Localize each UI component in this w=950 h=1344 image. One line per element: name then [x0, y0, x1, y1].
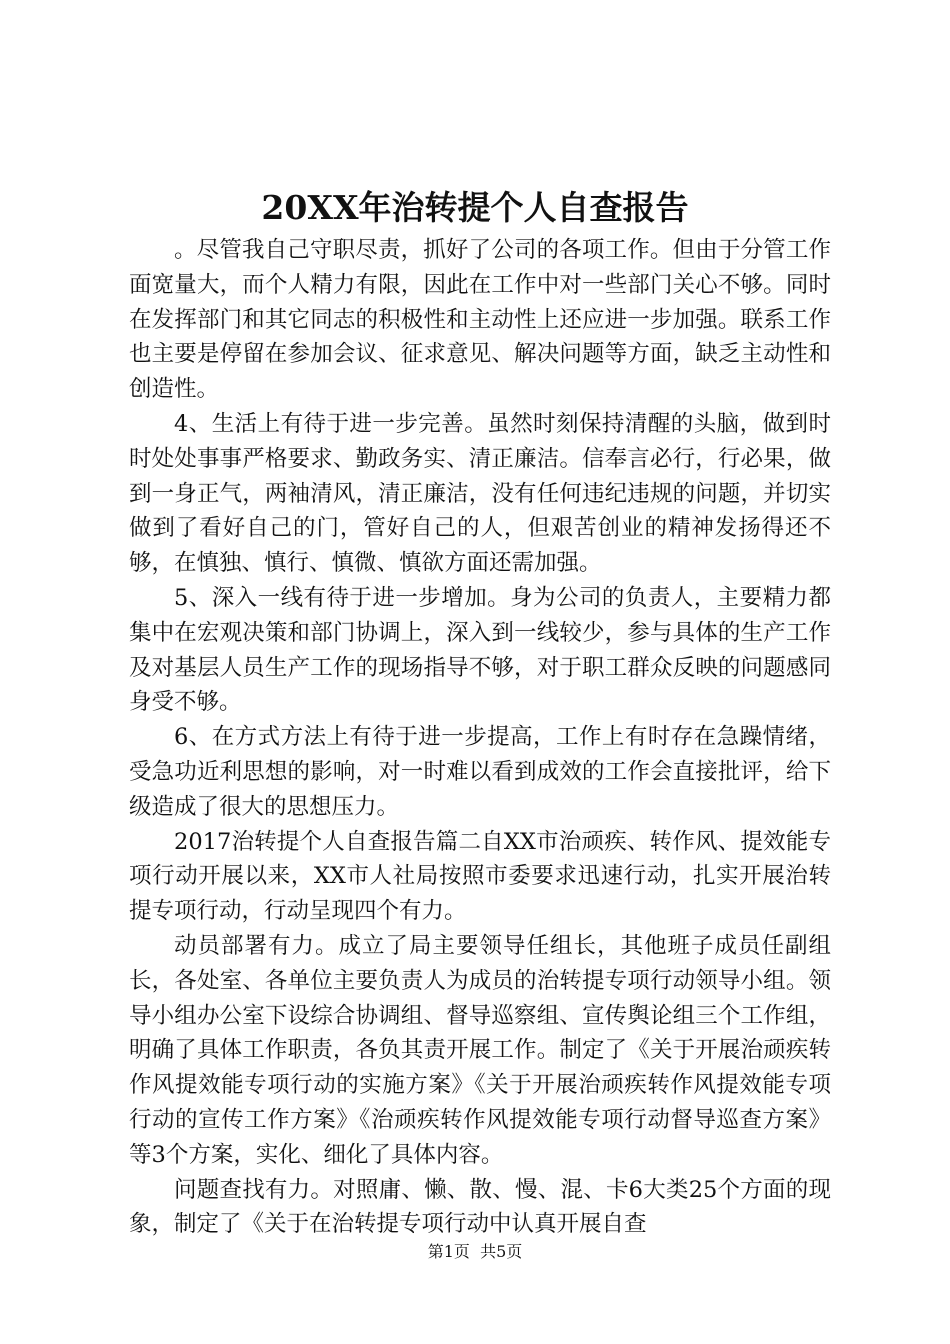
paragraph-2: 4、生活上有待于进一步完善。虽然时刻保持清醒的头脑，做到时时处处事事严格要求、勤政务实、清正廉洁。信奉言必行，行必果，做到一身正气，两袖清风，清正廉洁，没有任何违纪违规的问题，并切实做到了看好自己的门，管好自己的人，但艰苦创业的精神发扬得还不够，在慎独、慎行、慎微、慎欲方面还需加强。: [129, 410, 831, 577]
footer-separator: [470, 1242, 480, 1261]
paragraph-4: 6、在方式方法上有待于进一步提高，工作上有时存在急躁情绪，受急功近利思想的影响，对一时难以看到成效的工作会直接批评，给下级造成了很大的思想压力。: [129, 724, 831, 820]
paragraph-7: 问题查找有力。对照庸、懒、散、慢、混、卡6大类25个方面的现象，制定了《关于在治转提专项行动中认真开展自查: [129, 1176, 831, 1238]
page-number: 第1页: [427, 1242, 470, 1261]
paragraph-6: 动员部署有力。成立了局主要领导任组长，其他班子成员任副组长，各处室、各单位主要负责人为成员的治转提专项行动领导小组。领导小组办公室下设综合协调组、督导巡察组、宣传舆论组三个工作组，明确了具体工作职责，各负其责开展工作。制定了《关于开展治顽疾转作风提效能专项行动的实施方案》《关于开展治顽疾转作风提效能专项行动的宣传工作方案》《治顽疾转作风提效能专项行动督导巡查方案》等3个方案，实化、细化了具体内容。: [129, 932, 831, 1168]
paragraph-3: 5、深入一线有待于进一步增加。身为公司的负责人，主要精力都集中在宏观决策和部门协调上，深入到一线较少，参与具体的生产工作及对基层人员生产工作的现场指导不够，对于职工群众反映的问题感同身受不够。: [129, 584, 831, 716]
document-title: 20XX年治转提个人自查报告: [261, 188, 689, 227]
page-total: 共5页: [480, 1242, 523, 1261]
paragraph-5: 2017治转提个人自查报告篇二自XX市治顽疾、转作风、提效能专项行动开展以来，XX市人社局按照市委要求迅速行动，扎实开展治转提专项行动，行动呈现四个有力。: [129, 828, 831, 925]
page-footer: [0, 1240, 950, 1264]
paragraph-1: 。尽管我自己守职尽责，抓好了公司的各项工作。但由于分管工作面宽量大，而个人精力有限，因此在工作中对一些部门关心不够。同时在发挥部门和其它同志的积极性和主动性上还应进一步加强。联系工作也主要是停留在参加会议、征求意见、解决问题等方面，缺乏主动性和创造性。: [129, 237, 831, 403]
document-body: [129, 233, 831, 1242]
